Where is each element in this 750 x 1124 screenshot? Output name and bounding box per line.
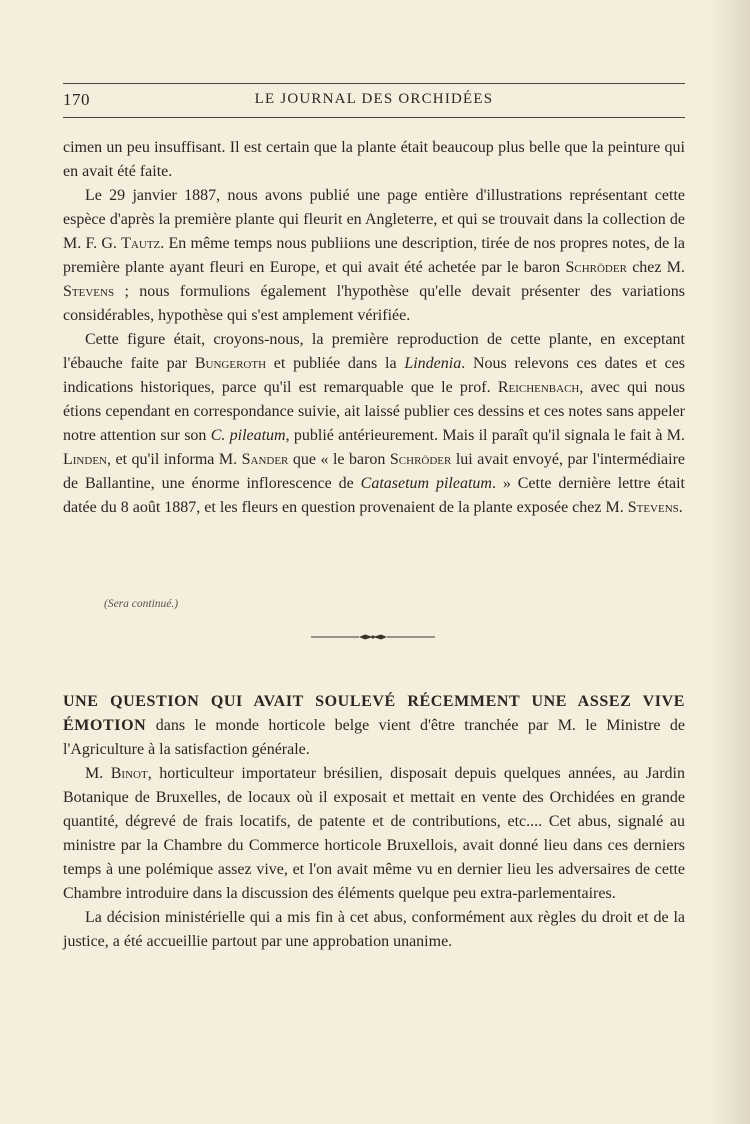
species-name: Catasetum pileatum xyxy=(360,475,492,492)
italic-title: Lindenia xyxy=(404,355,462,372)
person-name: Reichenbach xyxy=(497,379,580,396)
person-name: Sander xyxy=(241,451,289,468)
section-divider-ornament xyxy=(311,628,435,646)
page-number: 170 xyxy=(63,90,90,109)
person-name: Stevens xyxy=(63,283,115,300)
person-name: Binot xyxy=(110,765,148,782)
lead-in-caps: UNE QUESTION QUI AVAIT SOULEVÉ RÉCEMMENT UNE ASSEZ VIVE ÉMOTION xyxy=(63,693,685,734)
paragraph-3: Cette figure était, croyons-nous, la première reproduction de cette plante, en exceptant l'ébauche faite par Bungeroth et publiée dans la Lindenia. Nous relevons ces dates et ces indications historiques, parce qu'il est remarquable que le prof. Reichenbach, avec qui nous étions cependant en correspondance suivie, ait laissé publier ces dessins et ces notes sans appeler notre attention sur son C. pileatum, publié antérieurement. Mais il paraît qu'il signala le fait à M. Linden, et qu'il informa M. Sander que « le baron Schröder lui avait envoyé, par l'intermédiaire de Ballantine, une énorme inflorescence de Catasetum pileatum. » Cette dernière lettre était datée du 8 août 1887, et les fleurs en question provenaient de la plante exposée chez M. Stevens. xyxy=(63,331,686,516)
news-item xyxy=(63,690,685,954)
person-name: Stevens xyxy=(627,499,679,516)
person-name: Linden xyxy=(63,451,107,468)
paragraph-4: UNE QUESTION QUI AVAIT SOULEVÉ RÉCEMMENT UNE ASSEZ VIVE ÉMOTION dans le monde horticole belge vient d'être tranchée par M. le Ministre de l'Agriculture à la satisfaction générale. xyxy=(63,693,685,758)
continued-note: (Sera continué.) xyxy=(104,598,179,610)
paragraph-1: cimen un peu insuffisant. Il est certain que la plante était beaucoup plus belle que la peinture qui en avait été faite. xyxy=(63,139,685,180)
page-header xyxy=(63,88,685,114)
person-name: Schröder xyxy=(389,451,452,468)
paragraph-5: M. Binot, horticulteur importateur brésilien, disposait depuis quelques années, au Jardin Botanique de Bruxelles, de locaux où il exposait et mettait en vente des Orchidées en grande quantité, dégrevé de frais locatifs, de patente et de contributions, etc.... Cet abus, signalé au ministre par la Chambre du Commerce horticole Bruxellois, avait donné lieu dans ces derniers temps à une polémique assez vive, et l'on avait même vu en dernier lieu les adversaires de cette Chambre introduire dans la discussion des éléments quelque peu extra-parlementaires. xyxy=(63,765,685,902)
header-rule-bottom xyxy=(63,117,685,118)
paragraph-6: La décision ministérielle qui a mis fin à cet abus, conformément aux règles du droit et de la justice, a été accueillie partout par une approbation unanime. xyxy=(63,909,685,950)
species-name: C. pileatum xyxy=(210,427,286,444)
person-name: Schröder xyxy=(565,259,627,276)
person-name: Tautz xyxy=(121,235,161,252)
paragraph-2: Le 29 janvier 1887, nous avons publié une page entière d'illustrations représentant cette espèce d'après la première plante qui fleurit en Angleterre, et qui se trouvait dans la collection de M. F. G. Tautz. En même temps nous publiions une description, tirée de nos propres notes, de la première plante ayant fleuri en Europe, et qui avait été achetée par le baron Schröder chez M. Stevens ; nous formulions également l'hypothèse qu'elle devait présenter des variations considérables, hypothèse qui s'est amplement vérifiée. xyxy=(63,187,686,324)
header-rule-top xyxy=(63,83,685,84)
person-name: Bungeroth xyxy=(194,355,267,372)
running-title: LE JOURNAL DES ORCHIDÉES xyxy=(254,91,494,107)
article-continuation xyxy=(63,136,685,520)
page-edge-shadow xyxy=(710,0,750,1124)
